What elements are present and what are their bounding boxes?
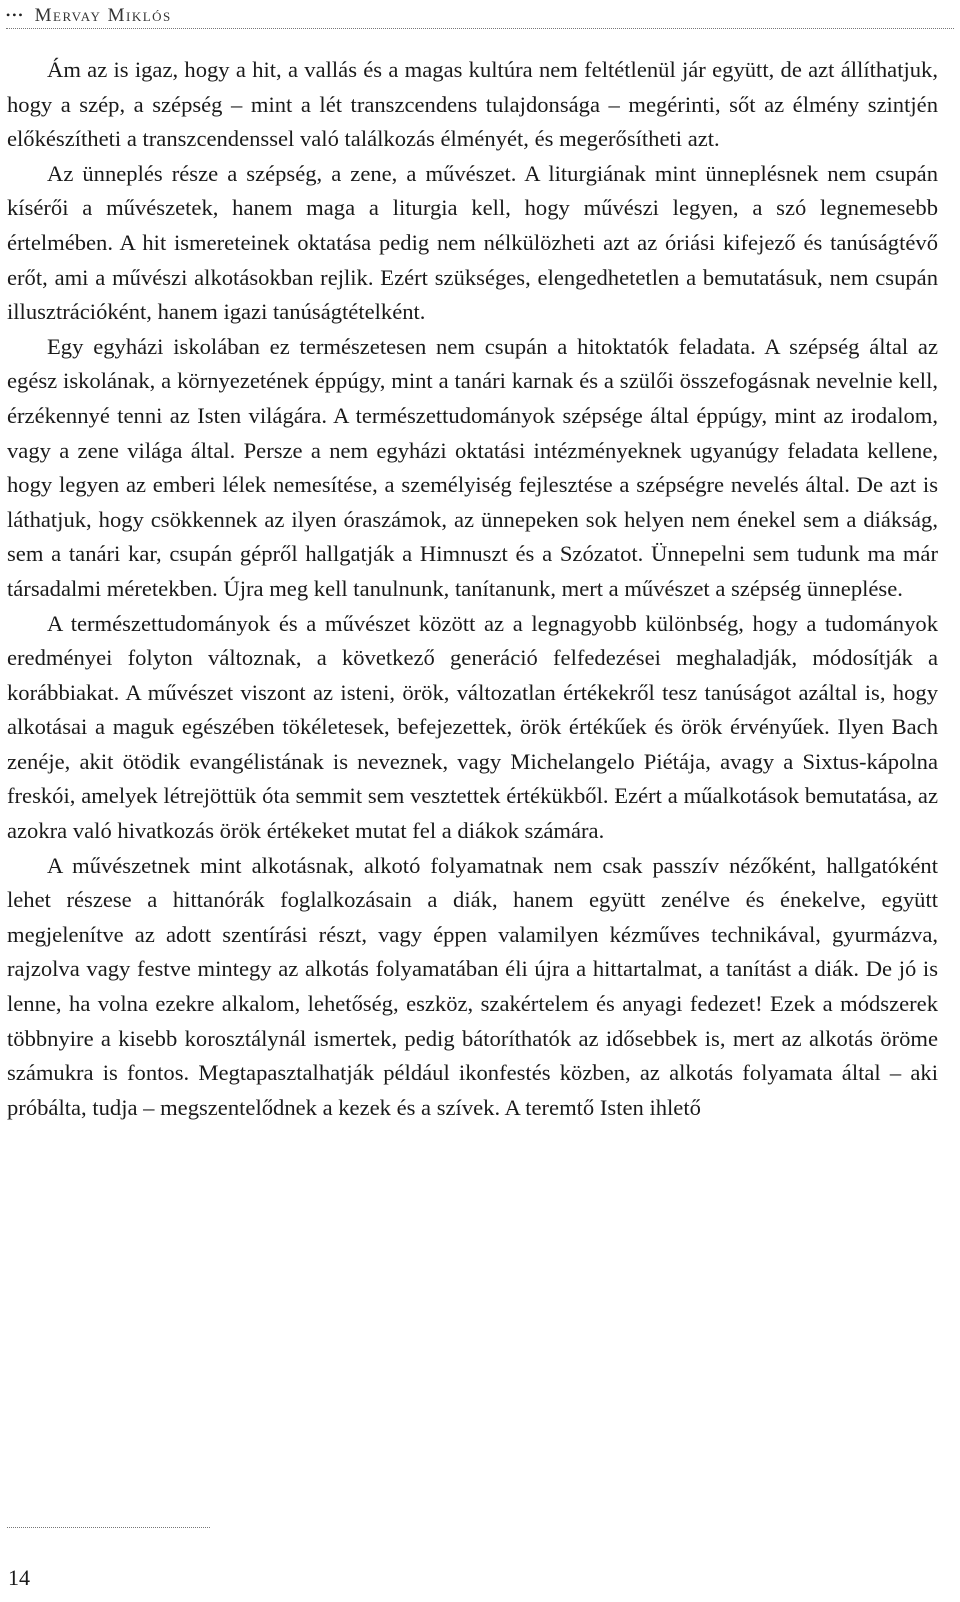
header-bullets: ••• [6, 8, 25, 22]
paragraph-2: Az ünneplés része a szépség, a zene, a művészet. A liturgiának mint ünneplésnek nem csupán kísérői a művészetek, hanem maga a liturgia kell, hogy művészi legyen, a szó legnemesebb értelmében. A hit ismereteinek oktatása pedig nem nélkülözheti azt az óriási kifejező és tanúságtévő erőt, ami a művészi alkotásokban rejlik. Ezért szükséges, elengedhetetlen a bemutatásuk, nem csupán illusztrációként, hanem igazi tanúságtételként. [7, 160, 938, 325]
paragraph-5: A művészetnek mint alkotásnak, alkotó folyamatnak nem csak passzív nézőként, hallgatóként lehet részese a hittanórák foglalkozásain a diák, hanem együtt zenélve és énekelve, együtt megjelenítve az adott szentírási részt, vagy éppen valamilyen kézműves technikával, gyurmázva, rajzolva vagy festve mintegy az alkotás folyamatában éli újra a hittartalmat, a tanítást a diák. De jó is lenne, ha volna ezekre alkalom, lehetőség, eszköz, szakértelem és anyagi fedezet! Ezek a módszerek többnyire a kisebb korosztálynál ismertek, pedig bátoríthatók az idősebbek is, mert az alkotás öröme számukra is fontos. Megtapasztalhatják például ikonfestés közben, az alkotás folyamata által – aki próbálta, tudja – megszentelődnek a kezek és a szívek. A teremtő Isten ihlető [7, 852, 938, 1120]
body-text [7, 53, 938, 1125]
paragraph-1: Ám az is igaz, hogy a hit, a vallás és a magas kultúra nem feltétlenül jár együtt, de azt állíthatjuk, hogy a szép, a szépség – mint a lét transzcendens tulajdonsága – megérinti, sőt az élmény szintjén előkészítheti a transzcendenssel való találkozás élményét, és megerősítheti azt. [7, 57, 938, 152]
running-header [6, 2, 954, 29]
header-author-name: Mervay Miklós [34, 4, 172, 26]
paragraph-3: Egy egyházi iskolában ez természetesen nem csupán a hitoktatók feladata. A szépség által az egész iskolának, a környezetének éppúgy, mint a tanári karnak és a szülői összefogásnak nevelnie kell, érzékennyé tenni az Isten világára. A természettudományok szépsége által éppúgy, mint az irodalom, vagy a zene világa által. Persze a nem egyházi oktatási intézményeknek ugyanúgy feladata kellene, hogy legyen az emberi lélek nemesítése, a személyiség fejlesztése a szépségre nevelés által. De azt is láthatjuk, hogy csökkennek az ilyen óraszámok, az ünnepeken sok helyen nem énekel sem a diákság, sem a tanári kar, csupán gépről hallgatják a Himnuszt és a Szózatot. Ünnepelni sem tudunk ma már társadalmi méretekben. Újra meg kell tanulnunk, tanítanunk, mert a művészet a szépség ünneplése. [7, 333, 938, 601]
page-number: 14 [8, 1565, 30, 1590]
footer-divider [7, 1527, 210, 1528]
paragraph-4: A természettudományok és a művészet között az a legnagyobb különbség, hogy a tudományok eredményei folyton változnak, a következő generáció felfedezései meghaladják, módosítják a korábbiakat. A művészet viszont az isteni, örök, változatlan értékekről tesz tanúságot azáltal is, hogy alkotásai a maguk egészében tökéletesek, befejezettek, örök értékűek és örök érvényűek. Ilyen Bach zenéje, akit ötödik evangélistának is neveznek, vagy Michelangelo Piétája, avagy a Sixtus-kápolna freskói, amelyek létrejöttük óta semmit sem vesztettek értékükből. Ezért a műalkotások bemutatása, az azokra való hivatkozás örök értékeket mutat fel a diákok számára. [7, 610, 938, 844]
